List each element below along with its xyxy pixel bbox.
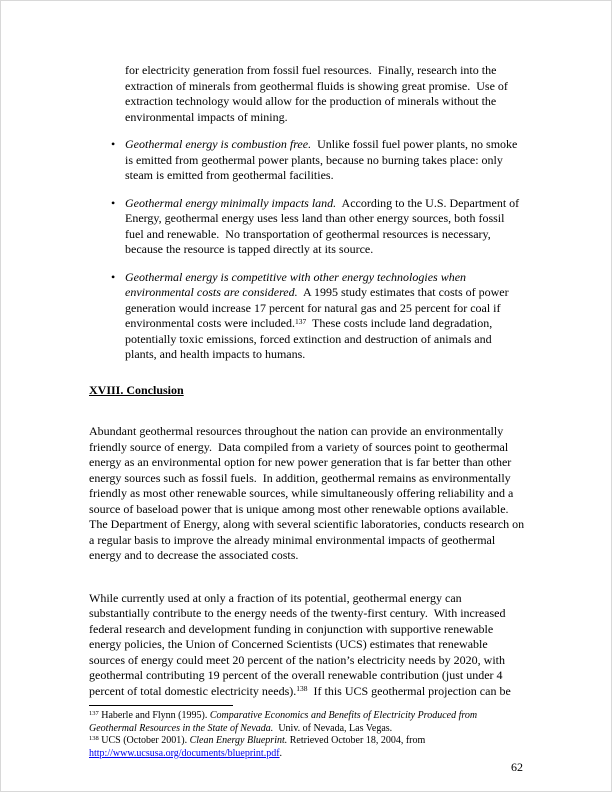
footnote-section — [89, 705, 525, 760]
paragraph-text: If this UCS geothermal projection can be — [307, 683, 511, 698]
bullet-item-combustion-free — [89, 137, 525, 184]
bullet-icon: • — [111, 269, 116, 284]
footnote-text: Retrieved October 18, 2004, from — [287, 735, 428, 746]
footnote-separator-line — [89, 705, 233, 706]
footnote-url-link[interactable]: http://www.ucsusa.org/documents/blueprint.pdf — [89, 747, 280, 759]
footnote-reference-138: 138 — [296, 684, 308, 694]
page-content — [89, 63, 528, 760]
intro-paragraph: for electricity generation from fossil fuel resources. Finally, research into the extraction of minerals from geothermal fluids is showing great promise. Use of extraction technology would allow for the production of minerals without the environmental impacts of mining. — [125, 63, 511, 124]
bullet-body-text: Unlike fossil fuel power plants, no smoke is emitted from geothermal power plants, because no burning takes place: only steam is emitted from geothermal facilities. — [125, 137, 521, 182]
paragraph-text: While currently used at only a fraction of its potential, geothermal energy can substantially contribute to the energy needs of the twenty-first century. With increased federal research and development funding in conjunction with supportive renewable energy policies, the Union of Concerned Scientists (UCS) estimates that renewable sources of energy could meet 20 percent of the nation’s electricity needs by 2020, with geothermal contributing 19 percent of the overall renewable contribution (just under 4 percent of total domestic electricity needs). — [89, 590, 509, 698]
bullet-lead-text: Geothermal energy is combustion free. — [125, 137, 312, 151]
page-number: 62 — [511, 760, 523, 774]
section-heading-conclusion: XVIII. Conclusion — [89, 382, 184, 397]
footnote-text: UCS (October 2001). — [98, 735, 190, 746]
footnote-number: 138 — [89, 735, 99, 743]
footnote-reference-137: 137 — [294, 316, 307, 326]
bullet-item-competitive-costs — [89, 270, 525, 363]
footnote-text: . — [279, 747, 283, 759]
footnote-137 — [89, 710, 525, 735]
bullet-item-land-impact — [89, 196, 525, 258]
footnote-title: Clean Energy Blueprint. — [189, 735, 288, 746]
bullet-body-text: These costs include land degradation, potentially toxic emissions, forced extinction and destruction of animals and plants, and health impacts to humans. — [125, 316, 496, 361]
bullet-lead-text: Geothermal energy is competitive with other energy technologies when environmental costs are considered. — [125, 269, 470, 299]
footnote-138 — [89, 735, 525, 760]
footnote-number: 137 — [89, 710, 99, 718]
bullet-icon: • — [111, 137, 116, 151]
bullet-body-text: According to the U.S. Department of Energy, geothermal energy uses less land than other energy sources, both fossil fuel and renewable. No transportation of geothermal resources is necessary, because the resource is tapped directly at its source. — [125, 195, 523, 256]
bullet-icon: • — [111, 195, 116, 210]
footnote-text: Univ. of Nevada, Las Vegas. — [273, 722, 393, 734]
bullet-lead-text: Geothermal energy minimally impacts land. — [125, 195, 337, 210]
bullet-body-text: A 1995 study estimates that costs of power generation would increase 17 percent for natural gas and 25 percent for coal if environmental costs were included. — [125, 285, 512, 330]
conclusion-paragraph-1: Abundant geothermal resources throughout the nation can provide an environmentally friendly source of energy. Data compiled from a variety of sources point to geothermal energy as an environmental option for new power generation that is far better than other energy sources such as fossil fuels. In addition, geothermal remains as environmentally friendly as most other renewable sources, while simultaneously offering reliability and a source of baseload power that is unique among most other renewable options available. The Department of Energy, along with several scientific laboratories, conducts research on a regular basis to improve the already minimal environmental impacts of geothermal energy and to decrease the associated costs. — [89, 424, 528, 562]
footnote-title: Comparative Economics and Benefits of Electricity Produced from Geothermal Resources in the State of Nevada. — [89, 710, 480, 734]
footnote-text: Haberle and Flynn (1995). — [98, 710, 210, 721]
conclusion-paragraph-2 — [89, 591, 525, 700]
